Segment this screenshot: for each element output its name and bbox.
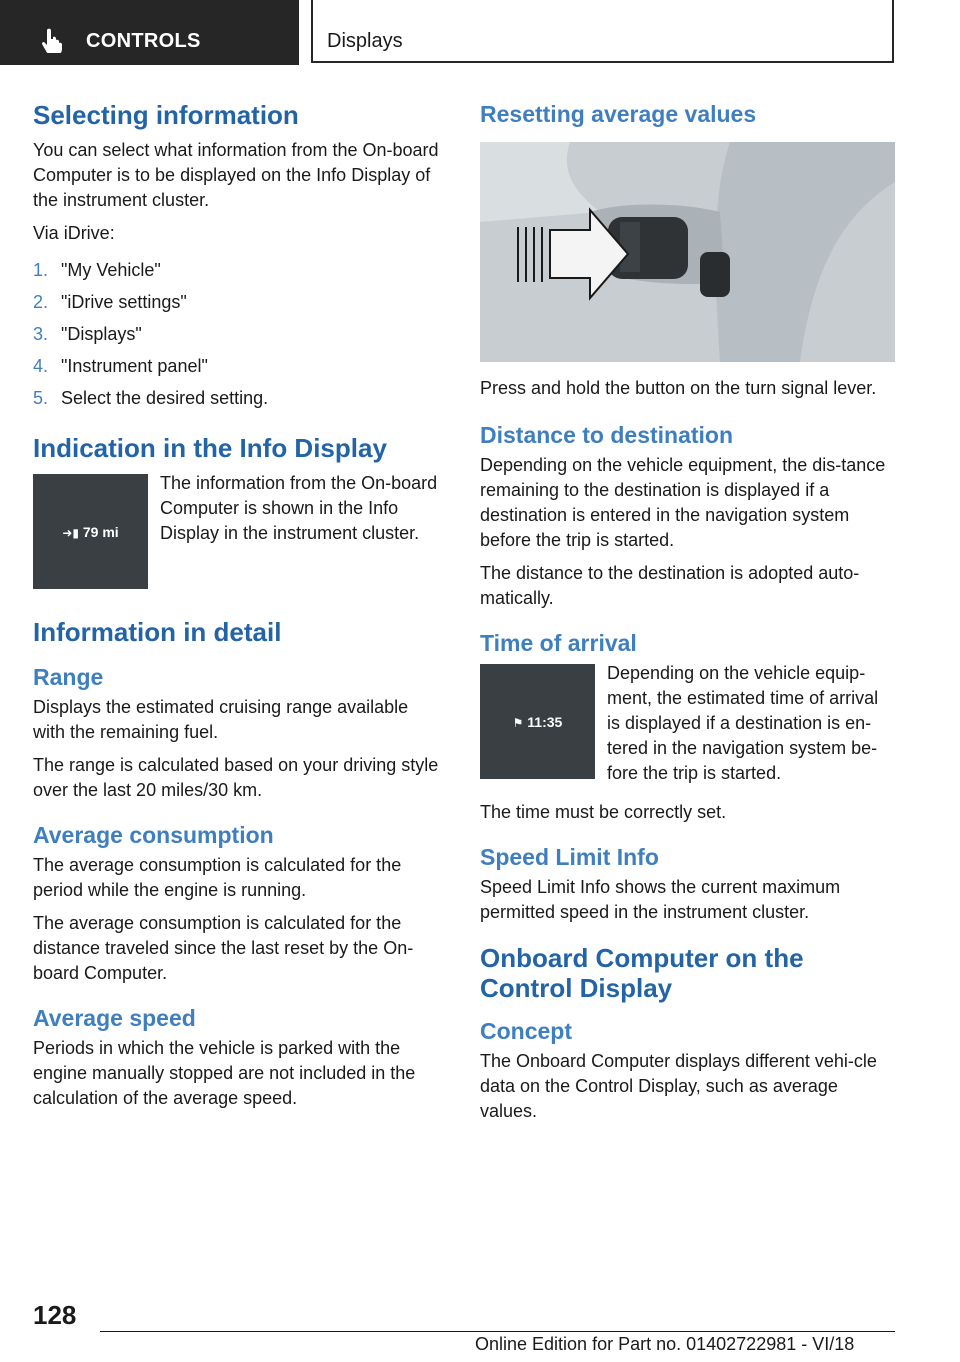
step-number: 3. bbox=[33, 324, 49, 344]
heading-information-in-detail: Information in detail bbox=[33, 617, 282, 647]
distance-paragraph-1: Depending on the vehicle equipment, the dis-tance remaining to the destination is displayed if a destination is entered in the navigation system before the trip is started. bbox=[480, 455, 886, 550]
turn-signal-lever-illustration bbox=[480, 142, 895, 362]
heading-onboard-computer-control-display: Onboard Computer on the Control Display bbox=[480, 943, 804, 1003]
step-text: Select the desired setting. bbox=[61, 388, 269, 408]
turn-signal-lever-image bbox=[480, 142, 895, 362]
step-number: 1. bbox=[33, 260, 49, 280]
heading-indication-info-display: Indication in the Info Display bbox=[33, 433, 387, 463]
step-text: "Instrument panel" bbox=[61, 356, 208, 376]
idrive-steps-list bbox=[33, 258, 443, 411]
speed-limit-paragraph: Speed Limit Info shows the current maximum permitted speed in the instrument cluster. bbox=[480, 877, 841, 922]
concept-paragraph: The Onboard Computer displays different vehi-cle data on the Control Display, such as average values. bbox=[480, 1051, 877, 1121]
section-tab bbox=[0, 0, 299, 65]
reset-caption: Press and hold the button on the turn signal lever. bbox=[480, 378, 877, 398]
list-item bbox=[33, 386, 443, 411]
list-item bbox=[33, 258, 443, 283]
range-paragraph-1: Displays the estimated cruising range available with the remaining fuel. bbox=[33, 697, 409, 742]
arrival-block bbox=[480, 661, 895, 794]
chapter-box bbox=[311, 0, 894, 63]
arrival-paragraph-2: The time must be correctly set. bbox=[480, 802, 727, 822]
heading-resetting-average-values: Resetting average values bbox=[480, 101, 757, 127]
speed-paragraph-1: Periods in which the vehicle is parked with the engine manually stopped are not included in the calculation of the average speed. bbox=[33, 1038, 416, 1108]
step-number: 2. bbox=[33, 292, 49, 312]
heading-speed-limit-info: Speed Limit Info bbox=[480, 844, 659, 870]
footer-divider bbox=[100, 1331, 895, 1332]
heading-selecting-information: Selecting information bbox=[33, 100, 299, 130]
heading-concept: Concept bbox=[480, 1018, 572, 1044]
selecting-paragraph-1: You can select what information from the On-board Computer is to be displayed on the Info Display of the instrument cluster. bbox=[33, 140, 439, 210]
step-text: "My Vehicle" bbox=[61, 260, 161, 280]
consumption-paragraph-2: The average consumption is calculated for the distance traveled since the last reset by the On-board Computer. bbox=[33, 913, 414, 983]
step-text: "iDrive settings" bbox=[61, 292, 187, 312]
range-paragraph-2: The range is calculated based on your driving style over the last 20 miles/30 km. bbox=[33, 755, 439, 800]
section-label: CONTROLS bbox=[86, 30, 201, 52]
heading-distance-to-destination: Distance to destination bbox=[480, 422, 734, 448]
hand-pointer-icon bbox=[40, 27, 66, 53]
heading-average-speed: Average speed bbox=[33, 1005, 196, 1031]
footer-edition: Online Edition for Part no. 01402722981 - VI/18 bbox=[475, 1334, 855, 1354]
distance-paragraph-2: The distance to the destination is adopted auto-matically. bbox=[480, 563, 860, 608]
step-number: 5. bbox=[33, 388, 49, 408]
indication-text: The information from the On-board Computer is shown in the Info Display in the instrument cluster. bbox=[160, 473, 438, 543]
fuel-arrow-icon: ➜▮ bbox=[62, 526, 79, 540]
indication-block bbox=[33, 471, 443, 597]
right-column bbox=[480, 100, 895, 1132]
consumption-paragraph-1: The average consumption is calculated for the period while the engine is running. bbox=[33, 855, 402, 900]
arrival-readout: ⚑ 11:35 bbox=[512, 714, 563, 730]
list-item bbox=[33, 290, 443, 315]
heading-time-of-arrival: Time of arrival bbox=[480, 630, 637, 656]
list-item bbox=[33, 354, 443, 379]
step-number: 4. bbox=[33, 356, 49, 376]
list-item bbox=[33, 322, 443, 347]
heading-average-consumption: Average consumption bbox=[33, 822, 274, 848]
range-readout: ➜▮ 79 mi bbox=[62, 524, 119, 540]
left-column bbox=[33, 100, 443, 1119]
heading-range: Range bbox=[33, 664, 104, 690]
chapter-label: Displays bbox=[327, 30, 403, 52]
step-text: "Displays" bbox=[61, 324, 142, 344]
flag-icon: ⚑ bbox=[512, 716, 524, 730]
arrival-display-image bbox=[480, 664, 595, 779]
page-number: 128 bbox=[33, 1300, 77, 1330]
arrival-text: Depending on the vehicle equip-ment, the estimated time of arrival is displayed if a destination is en-tered in the navigation system be-fore the trip is started. bbox=[607, 663, 879, 783]
range-display-image bbox=[33, 474, 148, 589]
selecting-paragraph-2: Via iDrive: bbox=[33, 223, 115, 243]
